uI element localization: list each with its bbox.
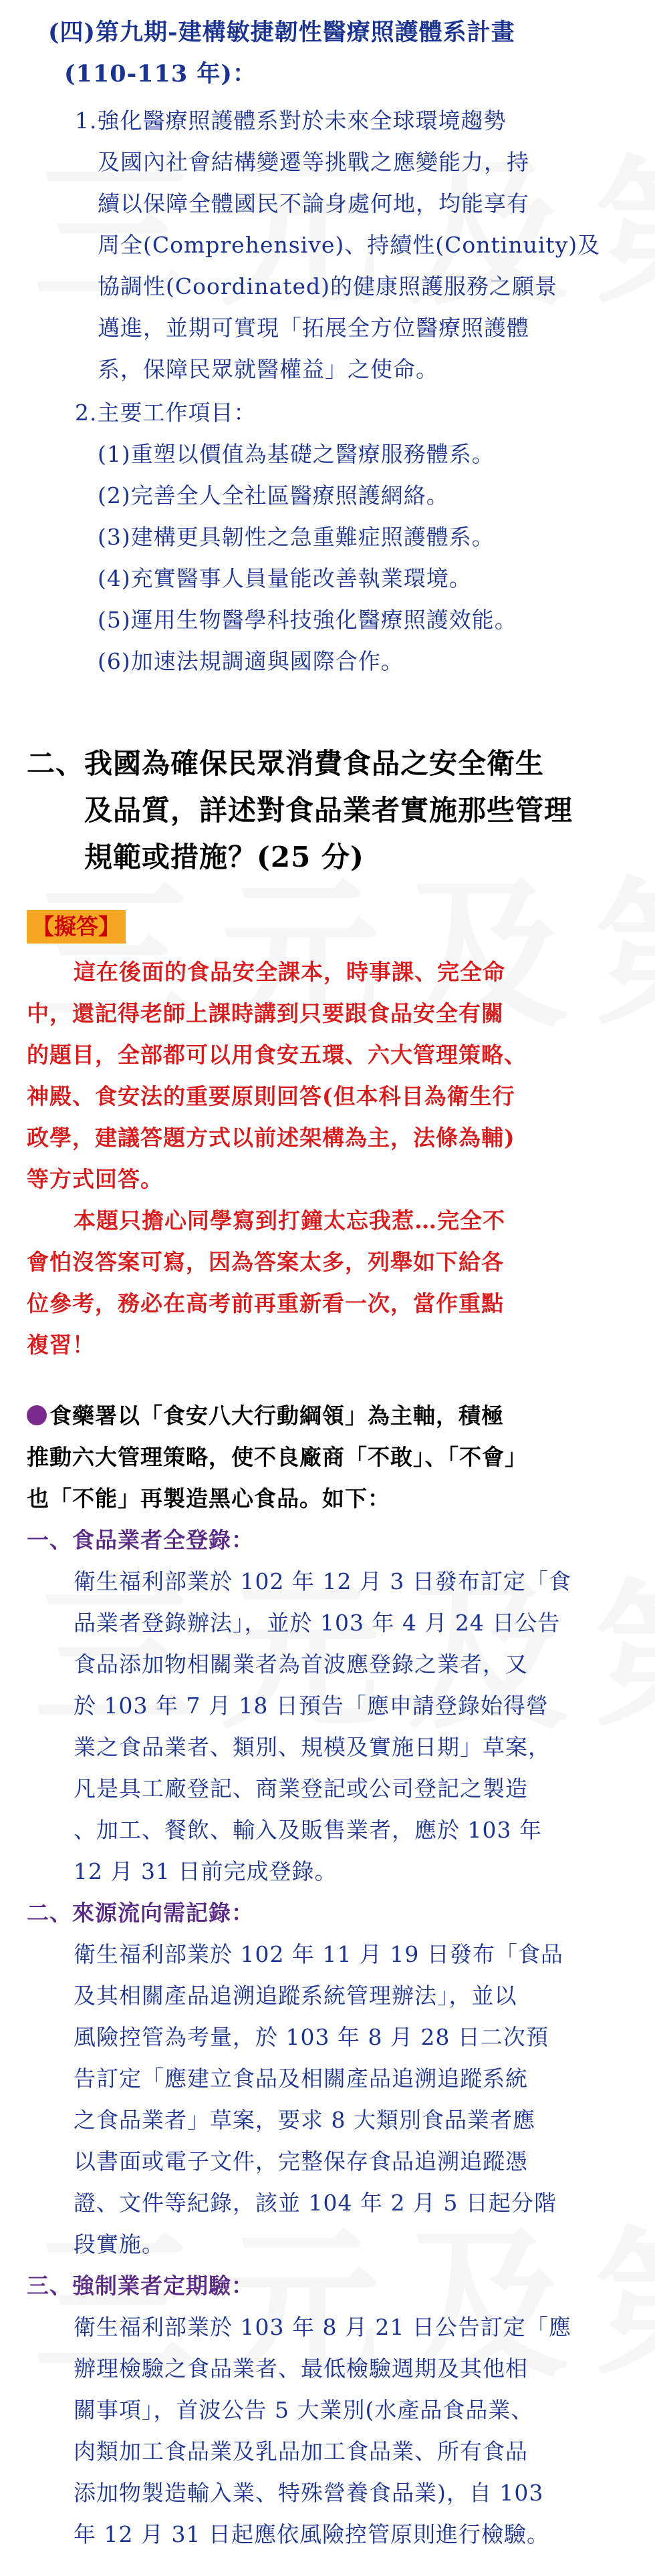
item-2: 2.主要工作項目： (1)重塑以價值為基礎之醫療服務體系。 (2)完善全人全社區醫療照護網絡。 (3)建構更具韌性之急重難症照護體系。 (4)充實醫事人員量能改善執業環境。 (5)運用生物醫學科技強化醫療照護效能。 (6)加速法規調適與國際合作。 (75, 392, 517, 682)
section-body: 衛生福利部業於 102 年 12 月 3 日發布訂定「食 品業者登錄辦法」，並於 103 年 4 月 24 日公告 食品添加物相關業者為首波應登錄之業者，又 於 103 年 7 月 18 日預告「應申請登錄始得營 業之食品業者、類別、規模及實施日期」草案， 凡是具工廠登記、商業登記或公司登記之製造 、加工、餐飲、輸入及販售業者，應於 103 年 12 月 31 日前完成登錄。 (74, 1568, 571, 1884)
list-item: (2)完善全人全社區醫療照護網絡。 (98, 482, 449, 509)
list-item: (6)加速法規調適與國際合作。 (98, 648, 404, 674)
question-heading: 二、我國為確保民眾消費食品之安全衛生 及品質，詳述對食品業者實施那些管理 規範或措施？(25 分) (27, 747, 573, 873)
answer-paragraph-2: 本題只擔心同學寫到打鐘太忘我惹…完全不 會怕沒答案可寫，因為答案太多，列舉如下給各 位參考，務必在高考前再重新看一次，當作重點 複習！ (27, 1207, 505, 1358)
answer-paragraph-1: 這在後面的食品安全課本，時事課、完全命 中，還記得老師上課時講到只要跟食品安全有關 的題目，全部都可以用食安五環、六大管理策略、 神殿、食安法的重要原則回答(但本科目為衛生行 政學，建議答題方式以前述架構為主，法條為輔) 等方式回答。 (27, 959, 527, 1192)
item-1: 1.強化醫療照護體系對於未來全球環境趨勢 及國內社會結構變遷等挑戰之應變能力，持 續以保障全體國民不論身處何地，均能享有 周全(Comprehensive)、持續性(Continuity)及 協調性(Coordinated)的健康照護服務之願景 邁進，並期可實現「拓展全方位醫療照護體 系，保障民眾就醫權益」之使命。 (75, 108, 601, 382)
section-body: 衛生福利部業於 102 年 11 月 19 日發布「食品 及其相關產品追溯追蹤系統管理辦法」，並以 風險控管為考量，於 103 年 8 月 28 日二次預 告訂定「應建立食品及相關產品追溯追蹤系統 之食品業者」草案，要求 8 大類別食品業者應 以書面或電子文件，完整保存食品追溯追蹤憑 證、文件等紀錄，該並 104 年 2 月 5 日起分階 段實施。 (74, 1941, 563, 2257)
intro-paragraph: 食藥署以「食安八大行動綱領」為主軸，積極 推動六大管理策略，使不良廠商「不敢」、「不會」 也「不能」再製造黑心食品。如下： (27, 1403, 527, 1512)
section-heading: 三、強制業者定期驗： (27, 2273, 254, 2299)
list-item: (1)重塑以價值為基礎之醫療服務體系。 (98, 441, 495, 467)
list-item: (3)建構更具韌性之急重難症照護體系。 (98, 524, 495, 550)
section-body: 衛生福利部業於 103 年 8 月 21 日公告訂定「應 辦理檢驗之食品業者、最低檢驗週期及其他相 關事項」，首波公告 5 大業別(水產品食品業、 肉類加工食品業及乳品加工食品業、所有食品 添加物製造輸入業、特殊營養食品業)，自 103 年 12 月 31 日起應依風險控管原則進行檢驗。 (74, 2314, 571, 2547)
section-heading: 二、來源流向需記錄： (27, 1900, 254, 1926)
list-item: (5)運用生物醫學科技強化醫療照護效能。 (98, 607, 517, 633)
section-heading: 一、食品業者全登錄： (27, 1527, 254, 1553)
bullet-dot-icon (27, 1405, 47, 1425)
answer-tag: 【擬答】 (27, 910, 126, 944)
section-title: (四)第九期-建構敏捷韌性醫療照護體系計畫 (110-113 年)： (48, 19, 515, 88)
list-item: (4)充實醫事人員量能改善執業環境。 (98, 565, 472, 591)
